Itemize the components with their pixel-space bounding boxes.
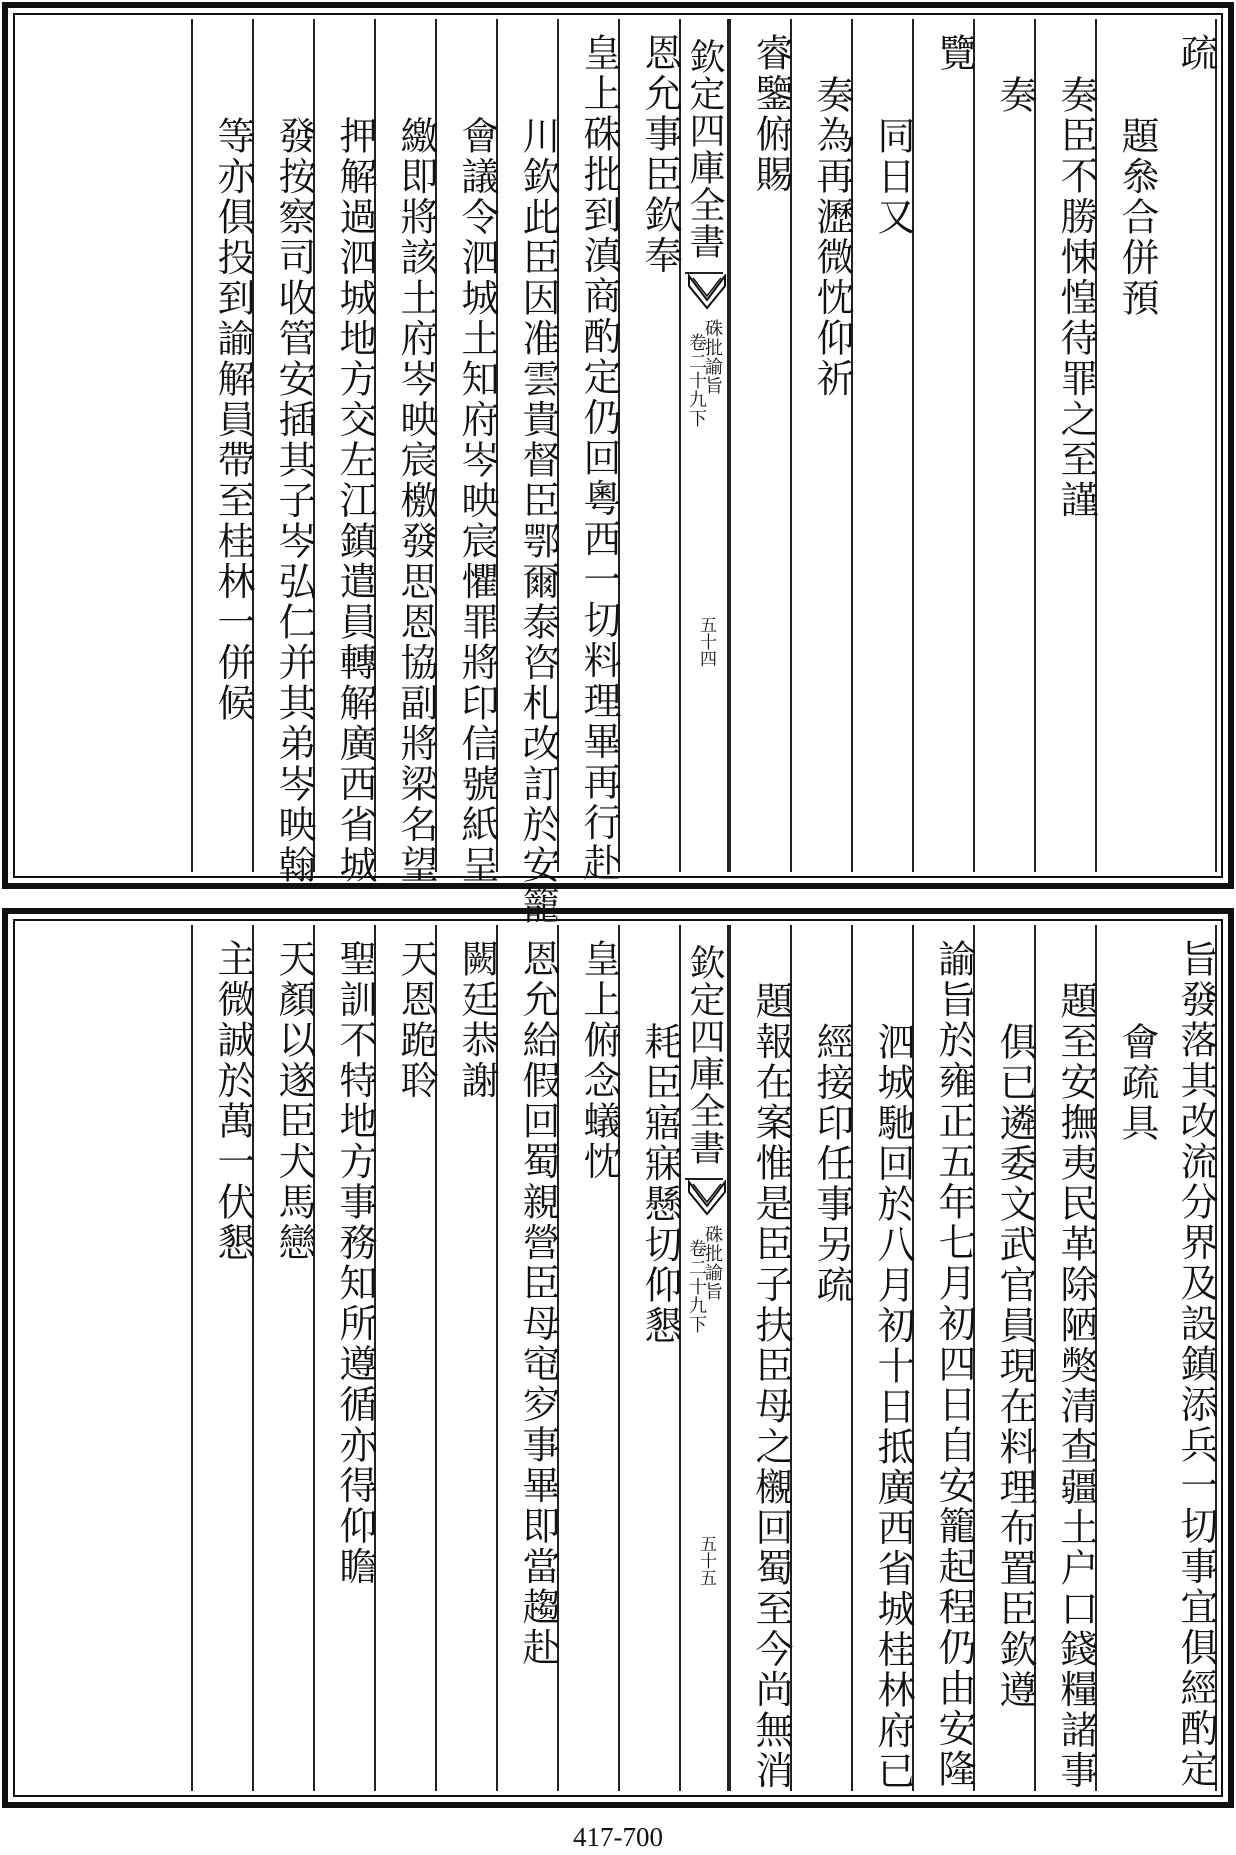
column-text: 會議令泗城土知府岑映宸懼罪將印信號紙呈 xyxy=(455,116,499,886)
column-text: 會疏具 xyxy=(1115,1022,1159,1144)
text-column xyxy=(1034,19,1098,872)
column-text: 恩允給假回蜀親營臣母窀穸事畢即當趨赴 xyxy=(516,939,560,1668)
text-column xyxy=(557,19,621,884)
book-title: 欽定四庫全書 xyxy=(685,19,723,274)
book-header-column xyxy=(679,925,729,1791)
column-text: 天顏以遂臣犬馬戀 xyxy=(272,939,316,1263)
book-section-title: 硃批諭旨 xyxy=(702,319,723,395)
column-text: 俱已遴委文武官員現在料理布置臣欽遵 xyxy=(993,1022,1037,1711)
column-text: 題報在案惟是臣子扶臣母之櫬回蜀至今尚無消 xyxy=(749,980,793,1791)
book-section-title: 硃批諭旨 xyxy=(702,1225,723,1301)
column-rule xyxy=(191,19,193,872)
column-text: 覽 xyxy=(932,33,976,74)
text-column xyxy=(851,925,915,1792)
text-column xyxy=(313,925,377,1791)
text-column xyxy=(252,19,316,886)
text-column xyxy=(374,19,438,886)
leaf-number: 五十四 xyxy=(696,616,716,667)
column-text: 疏 xyxy=(1174,33,1218,74)
text-column xyxy=(729,925,793,1791)
column-text: 押解過泗城地方交左江鎮遣員轉解廣西省城 xyxy=(333,116,377,886)
text-column xyxy=(790,19,854,872)
column-text: 題叅合併預 xyxy=(1115,116,1159,319)
leaf-number: 五十五 xyxy=(696,1535,716,1586)
column-text: 旨發落其改流分界及設鎮添兵一切事宜俱經酌定 xyxy=(1174,939,1218,1790)
column-text: 川欽此臣因准雲貴督臣鄂爾泰咨札改訂於安籠 xyxy=(516,116,560,926)
book-title: 欽定四庫全書 xyxy=(685,925,723,1180)
column-text: 諭旨於雍正五年七月初四日自安籠起程仍由安隆 xyxy=(932,939,976,1790)
text-column xyxy=(1156,19,1217,872)
text-column xyxy=(1095,19,1159,872)
text-column xyxy=(851,19,915,872)
column-text: 發按察司收管安插其子岑弘仁并其弟岑映翰 xyxy=(272,116,316,886)
book-header-column xyxy=(679,19,729,872)
column-text: 等亦俱投到諭解員帶至桂林一併候 xyxy=(211,116,255,724)
column-text: 奏臣不勝悚惶待罪之至謹 xyxy=(1054,74,1098,520)
text-column xyxy=(1156,925,1217,1791)
text-column xyxy=(435,19,499,886)
column-text: 主微誠於萬一伏懇 xyxy=(211,939,255,1263)
text-column xyxy=(912,925,976,1791)
text-column xyxy=(496,19,560,926)
text-column xyxy=(973,19,1037,872)
page-footer-code: 417-700 xyxy=(573,1822,663,1852)
column-text: 皇上硃批到滇商酌定仍回粵西一切料理畢再行赴 xyxy=(577,33,621,884)
page-top xyxy=(2,2,1234,926)
column-text: 皇上俯念蟻忱 xyxy=(577,939,621,1182)
text-column xyxy=(374,925,438,1791)
text-column xyxy=(435,925,499,1791)
text-column xyxy=(729,19,793,872)
column-text: 天恩跪聆 xyxy=(394,939,438,1101)
column-text: 經接印任事另疏 xyxy=(810,1022,854,1306)
text-column xyxy=(191,19,255,872)
column-text: 奏 xyxy=(993,74,1037,115)
volume-label: 卷二十九下 xyxy=(686,333,707,428)
fishtail-mark-icon xyxy=(687,274,727,310)
text-column xyxy=(496,925,560,1791)
text-column xyxy=(557,925,621,1791)
column-text: 泗城馳回於八月初十日抵廣西省城桂林府已 xyxy=(871,1022,915,1792)
fishtail-mark-icon xyxy=(687,1180,727,1216)
column-text: 耗臣寤寐懸切仰懇 xyxy=(638,1022,682,1346)
column-text: 同日又 xyxy=(871,116,915,238)
column-text: 聖訓不特地方事務知所遵循亦得仰瞻 xyxy=(333,939,377,1587)
text-column xyxy=(1095,925,1159,1791)
column-text: 闕廷恭謝 xyxy=(455,939,499,1101)
text-column xyxy=(973,925,1037,1791)
text-column xyxy=(252,925,316,1791)
column-text: 奏為再瀝微忱仰祈 xyxy=(810,74,854,399)
column-text: 題至安撫夷民革除陋獘清查疆土户口錢糧諸事 xyxy=(1054,980,1098,1791)
column-rule xyxy=(191,925,193,1791)
text-column xyxy=(618,19,682,872)
volume-label: 卷二十九下 xyxy=(686,1239,707,1334)
text-column xyxy=(790,925,854,1791)
text-column xyxy=(313,19,377,886)
text-column xyxy=(618,925,682,1791)
text-column xyxy=(191,925,255,1791)
text-column xyxy=(1034,925,1098,1791)
column-text: 睿鑒俯賜 xyxy=(749,33,793,195)
text-column xyxy=(912,19,976,872)
column-text: 繳即將該土府岑映宸檄發思恩協副將梁名望 xyxy=(394,116,438,886)
page-bottom xyxy=(2,908,1234,1808)
column-text: 恩允事臣欽奉 xyxy=(638,33,682,276)
